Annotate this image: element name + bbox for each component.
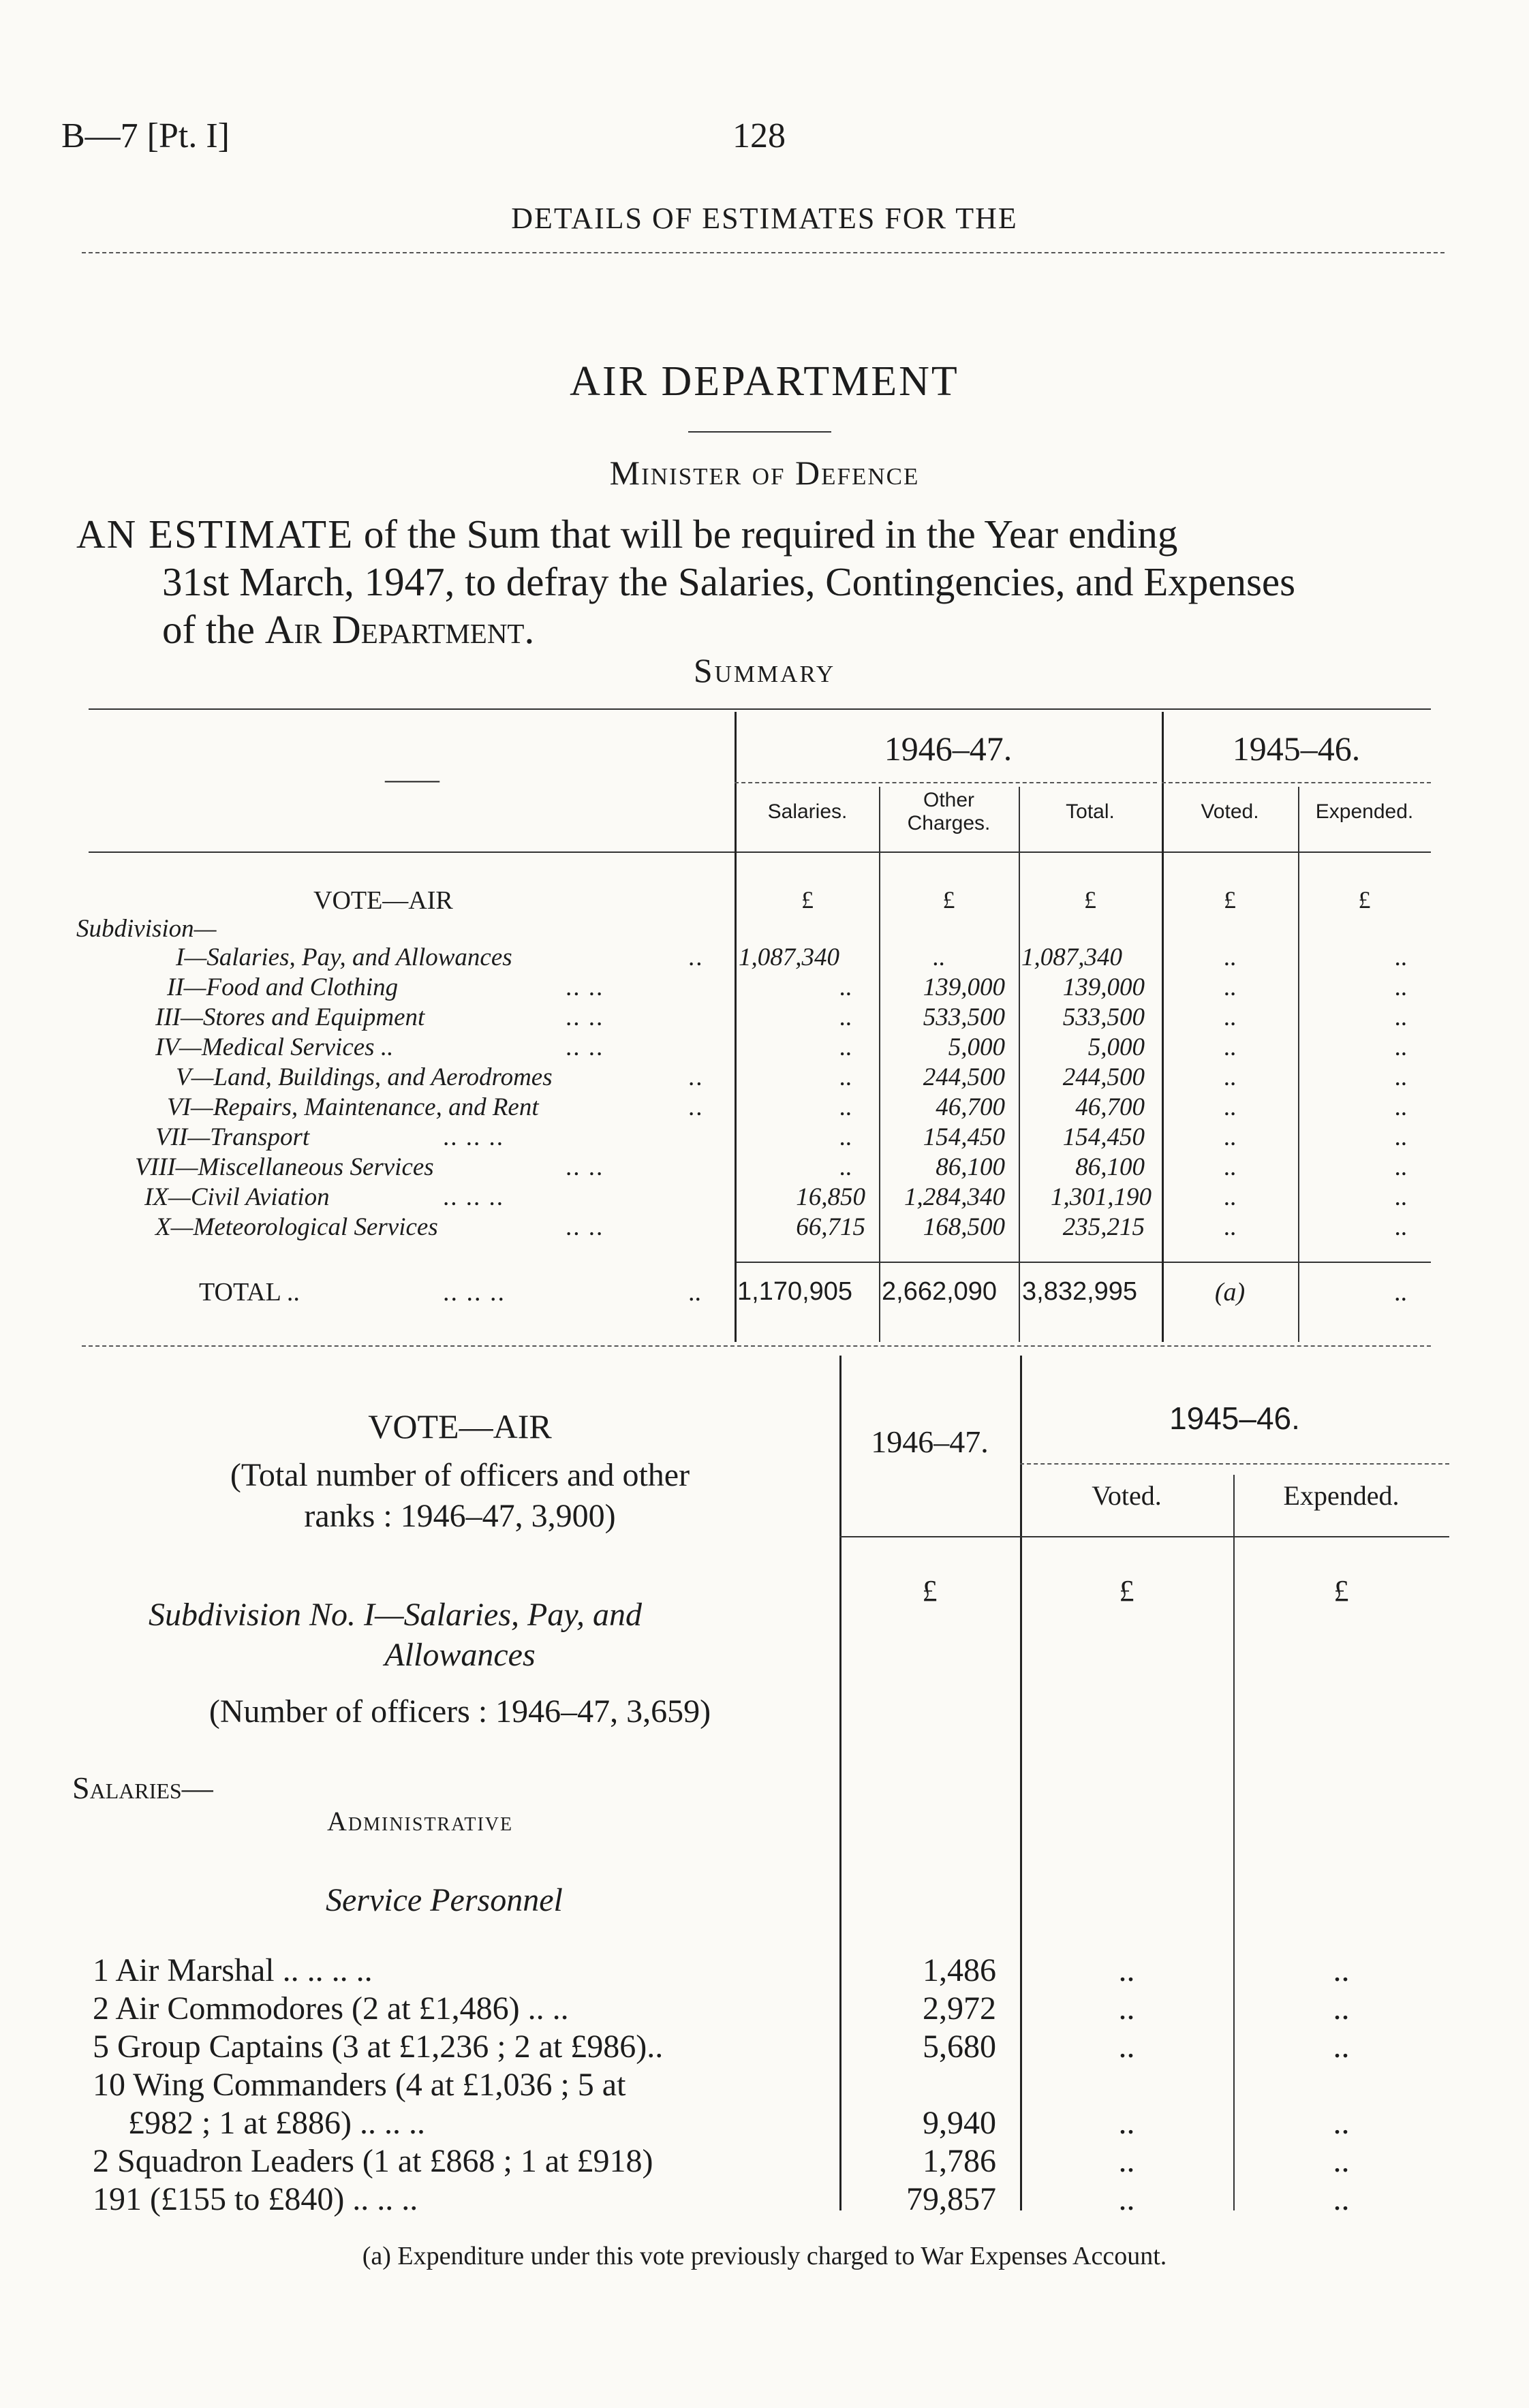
summary-row-label: V—Land, Buildings, and Aerodromes: [176, 1063, 553, 1091]
summary-total-salaries: 1,170,905: [737, 1277, 853, 1306]
summary-row-expended: ..: [1394, 1063, 1407, 1091]
summary-row-total: 86,100: [1075, 1153, 1145, 1181]
summary-row-total: 533,500: [1062, 1003, 1145, 1031]
summary-col-voted: Voted.: [1201, 800, 1259, 823]
minister-subtitle: Minister of Defence: [609, 454, 920, 492]
summary-row-voted: ..: [1223, 1033, 1237, 1061]
detail-row-amount: 79,857: [906, 2181, 996, 2217]
summary-row-dots: .. .. ..: [443, 1183, 504, 1211]
summary-row-expended: ..: [1394, 1003, 1407, 1031]
summary-row-expended: ..: [1394, 973, 1407, 1001]
detail-row-amount: 9,940: [923, 2105, 996, 2141]
summary-vote-label: VOTE—AIR: [313, 886, 453, 915]
summary-row-other: ..: [932, 943, 945, 971]
summary-row-salaries: ..: [839, 1093, 852, 1121]
summary-row-total: 1,087,340: [1021, 943, 1122, 971]
summary-row-dots: ..: [688, 1093, 704, 1121]
summary-total-label: TOTAL ..: [199, 1278, 300, 1307]
summary-row-expended: ..: [1394, 1213, 1407, 1241]
detail-vote-heading: VOTE—AIR: [368, 1407, 552, 1445]
detail-row-amount: 1,786: [923, 2143, 996, 2179]
detail-row-voted: ..: [1118, 2143, 1135, 2179]
summary-row-voted: ..: [1223, 943, 1237, 971]
summary-row-other: 154,450: [923, 1123, 1005, 1151]
detail-row-label: 191 (£155 to £840) .. .. ..: [93, 2181, 418, 2217]
service-personnel-heading: Service Personnel: [326, 1882, 563, 1918]
estimate-intro-line-3: [162, 606, 534, 653]
summary-row-voted: ..: [1223, 1003, 1237, 1031]
summary-row-dots: ..: [688, 1063, 704, 1091]
summary-year-rule: [735, 782, 1157, 783]
summary-year-previous: 1945–46.: [1232, 730, 1361, 768]
detail-year-previous: 1945–46.: [1169, 1401, 1300, 1436]
summary-subdivision-label: Subdivision—: [76, 915, 217, 943]
summary-currency: £: [1358, 886, 1371, 913]
detail-row-expended: ..: [1333, 2029, 1350, 2065]
detail-row-amount: 2,972: [923, 1990, 996, 2027]
summary-year-current: 1946–47.: [884, 730, 1013, 768]
summary-row-dots: .. ..: [566, 973, 604, 1001]
footnote: (a) Expenditure under this vote previously charged to War Expenses Account.: [362, 2242, 1167, 2270]
page-number: 128: [732, 116, 786, 155]
detail-row-expended: ..: [1333, 1990, 1350, 2027]
summary-currency: £: [801, 886, 814, 913]
detail-col-voted: Voted.: [1092, 1480, 1162, 1511]
summary-row-total: 244,500: [1062, 1063, 1145, 1091]
summary-row-label: X—Meteorological Services: [155, 1213, 438, 1241]
summary-row-label: VIII—Miscellaneous Services: [135, 1153, 434, 1181]
summary-row-label: II—Food and Clothing: [167, 973, 399, 1001]
summary-row-dots: .. ..: [566, 1153, 604, 1181]
summary-row-total: 46,700: [1075, 1093, 1145, 1121]
summary-total-rule: [735, 1262, 1431, 1263]
summary-year-rule: [1162, 782, 1431, 783]
summary-row-salaries: 16,850: [796, 1183, 865, 1211]
summary-row-salaries: 66,715: [796, 1213, 865, 1241]
summary-row-other: 5,000: [948, 1033, 1005, 1061]
summary-row-dots: .. ..: [566, 1213, 604, 1241]
summary-col-expended: Expended.: [1315, 800, 1414, 823]
detail-currency: £: [1333, 1574, 1349, 1608]
officers-count: (Number of officers : 1946–47, 3,659): [208, 1693, 711, 1730]
estimate-intro-line-1: [76, 511, 1177, 558]
summary-row-total: 154,450: [1062, 1123, 1145, 1151]
detail-row-voted: ..: [1118, 2105, 1135, 2141]
detail-row-amount: 5,680: [923, 2029, 996, 2065]
summary-row-salaries: 1,087,340: [739, 943, 839, 971]
summary-row-label: III—Stores and Equipment: [155, 1003, 425, 1031]
summary-row-expended: ..: [1394, 1153, 1407, 1181]
summary-currency: £: [1224, 886, 1236, 913]
detail-col-rule: [839, 1356, 841, 2210]
running-title: DETAILS OF ESTIMATES FOR THE: [511, 202, 1018, 235]
summary-bottom-rule: [82, 1345, 1431, 1347]
summary-col-other-1: Other: [923, 789, 975, 811]
detail-row-label: 1 Air Marshal .. .. .. ..: [93, 1952, 373, 1988]
summary-row-salaries: ..: [839, 1063, 852, 1091]
summary-total-total: 3,832,995: [1022, 1277, 1138, 1306]
detail-row-expended: ..: [1333, 1952, 1350, 1988]
summary-row-expended: ..: [1394, 1093, 1407, 1121]
title-rule: [688, 431, 831, 433]
summary-row-other: 46,700: [936, 1093, 1005, 1121]
detail-row-label: £982 ; 1 at £886) .. .. ..: [128, 2105, 425, 2141]
estimate-intro-suffix: .: [524, 607, 535, 652]
estimate-lead: AN ESTIMATE: [76, 512, 354, 557]
detail-row-expended: ..: [1333, 2105, 1350, 2141]
summary-row-other: 533,500: [923, 1003, 1005, 1031]
detail-row-expended: ..: [1333, 2181, 1350, 2217]
summary-row-other: 86,100: [936, 1153, 1005, 1181]
detail-row-voted: ..: [1118, 2029, 1135, 2065]
summary-row-dots: .. .. ..: [443, 1123, 504, 1151]
summary-currency: £: [1084, 886, 1096, 913]
summary-currency: £: [942, 886, 955, 913]
summary-row-voted: ..: [1223, 1063, 1237, 1091]
summary-row-dots: .. ..: [566, 1003, 604, 1031]
summary-row-salaries: ..: [839, 1123, 852, 1151]
detail-row-voted: ..: [1118, 1990, 1135, 2027]
summary-row-label: VI—Repairs, Maintenance, and Rent: [167, 1093, 539, 1121]
summary-row-total: 139,000: [1062, 973, 1145, 1001]
summary-row-expended: ..: [1394, 943, 1407, 971]
document-reference: B—7 [Pt. I]: [61, 116, 230, 155]
summary-row-voted: ..: [1223, 973, 1237, 1001]
summary-total-dots-end: ..: [688, 1278, 701, 1307]
summary-row-salaries: ..: [839, 1003, 852, 1031]
summary-dash: ——: [385, 764, 439, 794]
summary-row-dots: .. ..: [566, 1033, 604, 1061]
administrative-heading: Administrative: [327, 1806, 514, 1836]
detail-row-voted: ..: [1118, 1952, 1135, 1988]
summary-total-expended: ..: [1394, 1278, 1407, 1307]
detail-row-label: 2 Air Commodores (2 at £1,486) .. ..: [93, 1990, 569, 2027]
estimate-intro-text-1: of the Sum that will be required in the Year ending: [363, 512, 1178, 557]
summary-row-total: 5,000: [1087, 1033, 1145, 1061]
salaries-heading: Salaries—: [72, 1770, 213, 1805]
summary-row-voted: ..: [1223, 1123, 1237, 1151]
subdivision-title-1: Subdivision No. I—Salaries, Pay, and: [149, 1597, 642, 1633]
summary-row-dots: ..: [688, 943, 704, 971]
detail-col-expended: Expended.: [1283, 1480, 1400, 1511]
subdivision-title-2: Allowances: [384, 1637, 536, 1673]
detail-year-current: 1946–47.: [871, 1424, 989, 1459]
summary-header-rule: [89, 851, 1431, 853]
summary-row-expended: ..: [1394, 1183, 1407, 1211]
detail-row-label: 5 Group Captains (3 at £1,236 ; 2 at £986)..: [93, 2029, 664, 2065]
summary-col-other-2: Charges.: [907, 812, 991, 834]
summary-row-expended: ..: [1394, 1123, 1407, 1151]
summary-row-voted: ..: [1223, 1213, 1237, 1241]
header-rule: [82, 252, 1445, 253]
detail-officers-note-1: (Total number of officers and other: [230, 1457, 690, 1493]
summary-total-other: 2,662,090: [882, 1277, 998, 1306]
detail-currency: £: [922, 1574, 938, 1608]
detail-row-expended: ..: [1333, 2143, 1350, 2179]
summary-total-dots: .. .. ..: [443, 1278, 506, 1307]
summary-row-voted: ..: [1223, 1153, 1237, 1181]
summary-row-salaries: ..: [839, 973, 852, 1001]
summary-row-other: 1,284,340: [904, 1183, 1005, 1211]
summary-row-label: IV—Medical Services ..: [155, 1033, 394, 1061]
summary-row-salaries: ..: [839, 1033, 852, 1061]
detail-currency: £: [1119, 1574, 1134, 1608]
summary-row-total: 1,301,190: [1051, 1183, 1152, 1211]
detail-year-rule: [1020, 1463, 1449, 1465]
summary-row-other: 168,500: [923, 1213, 1005, 1241]
estimate-intro-prefix: of the: [162, 607, 255, 652]
detail-header-rule: [839, 1536, 1449, 1537]
summary-row-other: 244,500: [923, 1063, 1005, 1091]
summary-col-total: Total.: [1066, 800, 1115, 823]
detail-officers-note-2: ranks : 1946–47, 3,900): [304, 1498, 616, 1534]
summary-row-expended: ..: [1394, 1033, 1407, 1061]
detail-row-label: 10 Wing Commanders (4 at £1,036 ; 5 at: [93, 2067, 626, 2103]
summary-top-rule: [89, 708, 1431, 710]
department-title: AIR DEPARTMENT: [570, 358, 959, 405]
summary-row-label: IX—Civil Aviation: [144, 1183, 330, 1211]
detail-row-label: 2 Squadron Leaders (1 at £868 ; 1 at £918): [93, 2143, 653, 2179]
summary-total-voted: (a): [1214, 1278, 1246, 1307]
summary-row-voted: ..: [1223, 1183, 1237, 1211]
summary-row-label: I—Salaries, Pay, and Allowances: [176, 943, 512, 971]
estimate-intro-line-2: 31st March, 1947, to defray the Salaries, Contingencies, and Expenses: [162, 559, 1296, 604]
estimate-intro-department: Air Department: [264, 607, 525, 652]
detail-row-voted: ..: [1118, 2181, 1135, 2217]
detail-row-amount: 1,486: [923, 1952, 996, 1988]
summary-col-salaries: Salaries.: [767, 800, 848, 823]
summary-row-other: 139,000: [923, 973, 1005, 1001]
summary-row-voted: ..: [1223, 1093, 1237, 1121]
summary-row-salaries: ..: [839, 1153, 852, 1181]
summary-row-total: 235,215: [1062, 1213, 1145, 1241]
summary-heading: Summary: [693, 651, 836, 689]
summary-row-label: VII—Transport: [155, 1123, 310, 1151]
